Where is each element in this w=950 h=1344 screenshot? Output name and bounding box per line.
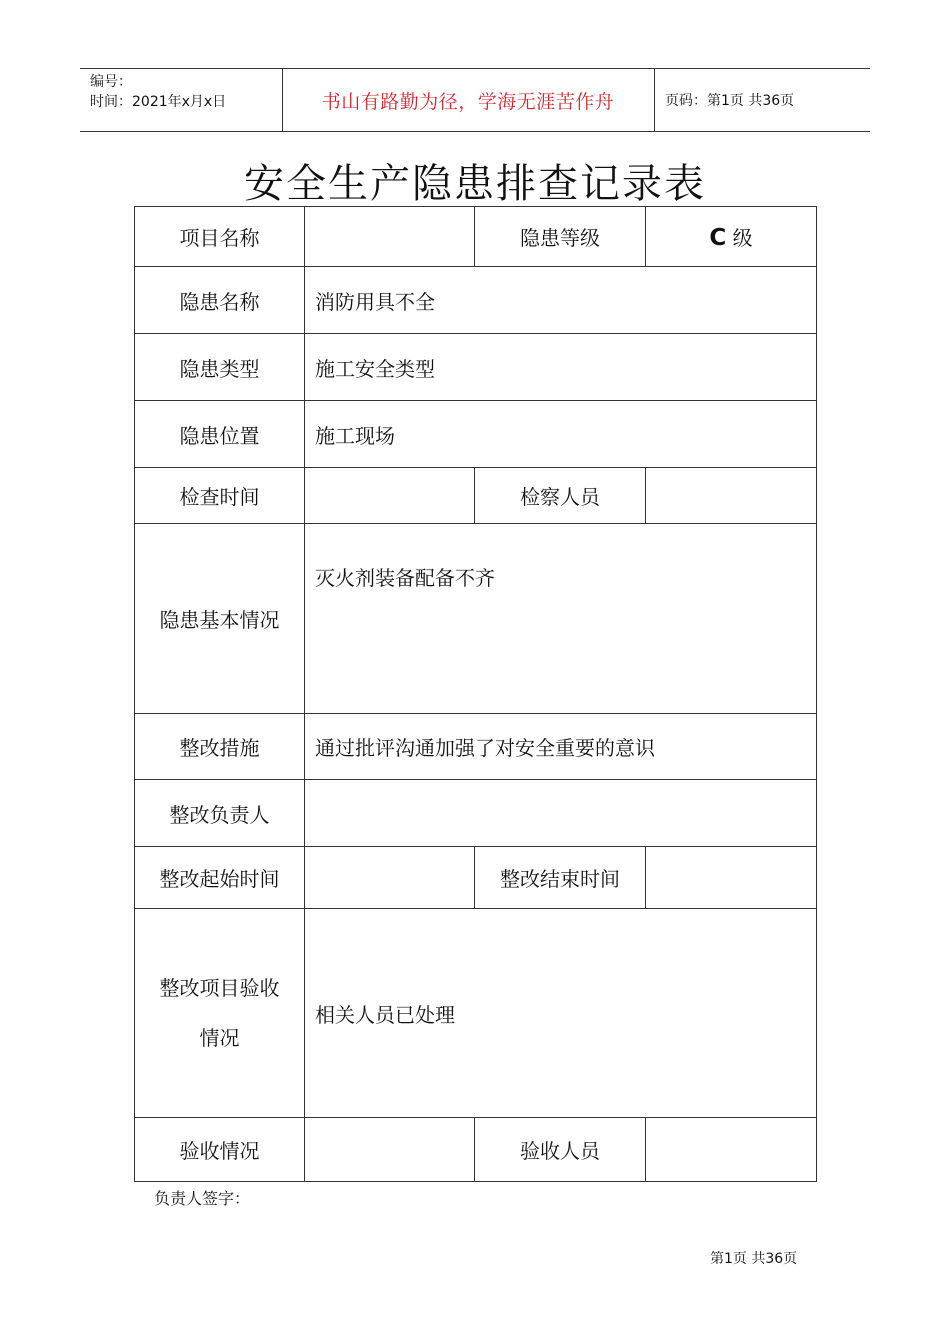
- acceptor-field[interactable]: [646, 1118, 817, 1182]
- time-label: 时间：2021年x月x日: [90, 94, 227, 110]
- motto-text: 书山有路勤为径，学海无涯苦作舟: [321, 90, 615, 113]
- project-name-label: 项目名称: [135, 207, 305, 267]
- end-time-label: 整改结束时间: [475, 847, 646, 909]
- page-title: 安全生产隐患排查记录表: [244, 161, 706, 207]
- end-time-field[interactable]: [646, 847, 817, 909]
- start-time-field[interactable]: [305, 847, 475, 909]
- hazard-record-form: [134, 206, 816, 1184]
- table-row: [135, 334, 817, 401]
- acceptance-project-label: [135, 909, 305, 1118]
- page-info: 页码：第1页 共36页: [665, 93, 795, 109]
- hazard-type-label: 隐患类型: [135, 334, 305, 401]
- responsible-label: 整改负责人: [135, 780, 305, 847]
- table-row: [135, 524, 817, 714]
- start-time-label: 整改起始时间: [135, 847, 305, 909]
- hazard-name-field[interactable]: 消防用具不全: [305, 267, 817, 334]
- page-footer: 第1页 共36页: [710, 1251, 798, 1267]
- record-table: [134, 206, 817, 1182]
- acceptance-project-label-line1: 整改项目验收: [159, 976, 280, 1000]
- header-motto-cell: [282, 69, 655, 131]
- acceptance-field[interactable]: [305, 1118, 475, 1182]
- acceptance-project-label-line2: 情况: [199, 1026, 240, 1050]
- signer-label: 负责人签字：: [154, 1189, 251, 1208]
- basic-situation-field[interactable]: 灭火剂装备配备不齐: [305, 524, 817, 714]
- document-header: [80, 68, 870, 132]
- number-label: 编号：: [90, 74, 132, 90]
- acceptor-label: 验收人员: [475, 1118, 646, 1182]
- project-name-field[interactable]: [305, 207, 475, 267]
- header-meta: [80, 69, 283, 131]
- table-row: [135, 847, 817, 909]
- hazard-location-label: 隐患位置: [135, 401, 305, 468]
- hazard-level-field[interactable]: [646, 207, 817, 267]
- table-row: [135, 468, 817, 524]
- inspection-time-field[interactable]: [305, 468, 475, 524]
- table-row: [135, 207, 817, 267]
- table-row: [135, 909, 817, 1118]
- measures-field[interactable]: 通过批评沟通加强了对安全重要的意识: [305, 714, 817, 780]
- hazard-level-letter: C: [709, 225, 727, 251]
- table-row: [135, 1118, 817, 1182]
- table-row: [135, 267, 817, 334]
- inspection-time-label: 检查时间: [135, 468, 305, 524]
- acceptance-project-field[interactable]: 相关人员已处理: [305, 909, 817, 1118]
- table-row: [135, 401, 817, 468]
- acceptance-label: 验收情况: [135, 1118, 305, 1182]
- hazard-name-label: 隐患名称: [135, 267, 305, 334]
- hazard-type-field[interactable]: 施工安全类型: [305, 334, 817, 401]
- responsible-field[interactable]: [305, 780, 817, 847]
- table-row: [135, 780, 817, 847]
- inspector-field[interactable]: [646, 468, 817, 524]
- table-row: [135, 714, 817, 780]
- hazard-location-field[interactable]: 施工现场: [305, 401, 817, 468]
- measures-label: 整改措施: [135, 714, 305, 780]
- hazard-level-label: 隐患等级: [475, 207, 646, 267]
- basic-situation-label: 隐患基本情况: [135, 524, 305, 714]
- header-page-cell: [655, 69, 870, 131]
- inspector-label: 检察人员: [475, 468, 646, 524]
- hazard-level-suffix: 级: [732, 226, 753, 250]
